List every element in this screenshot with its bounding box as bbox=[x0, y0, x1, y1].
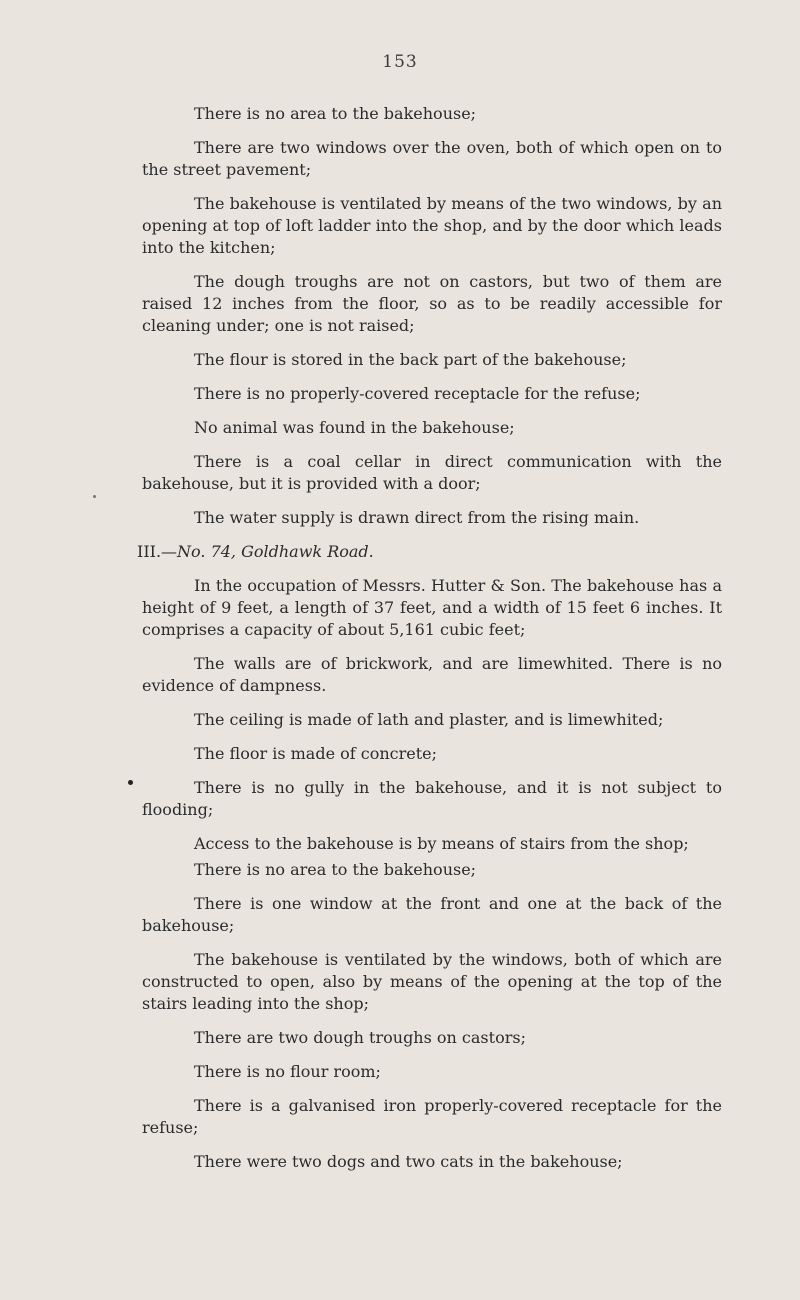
paragraph: There is no flour room; bbox=[194, 1062, 381, 1081]
paragraph: Access to the bakehouse is by means of stairs from the shop; bbox=[194, 834, 689, 853]
paragraph: The flour is stored in the back part of the bakehouse; bbox=[194, 350, 627, 369]
paragraph: The ceiling is made of lath and plaster, and is limewhited; bbox=[194, 710, 664, 729]
paragraph: There are two windows over the oven, both of which open on to the street pavement; bbox=[142, 138, 722, 179]
paragraph: There is one window at the front and one at the back of the bakehouse; bbox=[142, 894, 722, 935]
paragraph: The floor is made of concrete; bbox=[194, 744, 438, 763]
stray-mark bbox=[93, 495, 96, 498]
paragraph: The walls are of brickwork, and are limewhited. There is no evidence of dampness. bbox=[142, 654, 722, 695]
paragraph: The bakehouse is ventilated by means of the two windows, by an opening at top of loft ladder into the shop, and by the door which leads into the kitchen; bbox=[142, 194, 722, 257]
paragraph: The dough troughs are not on castors, but two of them are raised 12 inches from the floor, so as to be readily accessible for cleaning under; one is not raised; bbox=[142, 272, 722, 335]
section-numeral: III.— bbox=[137, 542, 178, 561]
paragraph: There is no gully in the bakehouse, and it is not subject to flooding; bbox=[142, 778, 722, 819]
paragraph: There is a galvanised iron properly-covered receptacle for the refuse; bbox=[142, 1096, 722, 1137]
paragraph: There are two dough troughs on castors; bbox=[194, 1028, 526, 1047]
paragraph: There is no area to the bakehouse; bbox=[194, 860, 477, 879]
report-body bbox=[137, 103, 722, 1185]
paragraph: No animal was found in the bakehouse; bbox=[194, 418, 515, 437]
paragraph: There is a coal cellar in direct communication with the bakehouse, but it is provided with a door; bbox=[142, 452, 722, 493]
section-place: No. 74, Goldhawk Road. bbox=[177, 542, 374, 561]
paragraph: There is no properly-covered receptacle for the refuse; bbox=[194, 384, 641, 403]
paragraph: There were two dogs and two cats in the bakehouse; bbox=[194, 1152, 623, 1171]
section-heading bbox=[137, 541, 722, 563]
page-number: 153 bbox=[382, 52, 418, 72]
paragraph: In the occupation of Messrs. Hutter & Son. The bakehouse has a height of 9 feet, a length of 37 feet, and a width of 15 feet 6 inches. It comprises a capacity of about 5,161 cubic feet; bbox=[142, 576, 722, 639]
paragraph: The water supply is drawn direct from the rising main. bbox=[194, 508, 640, 527]
stray-mark bbox=[128, 780, 133, 785]
paragraph: The bakehouse is ventilated by the windows, both of which are constructed to open, also by means of the opening at the top of the stairs leading into the shop; bbox=[142, 950, 722, 1013]
paragraph: There is no area to the bakehouse; bbox=[194, 104, 477, 123]
